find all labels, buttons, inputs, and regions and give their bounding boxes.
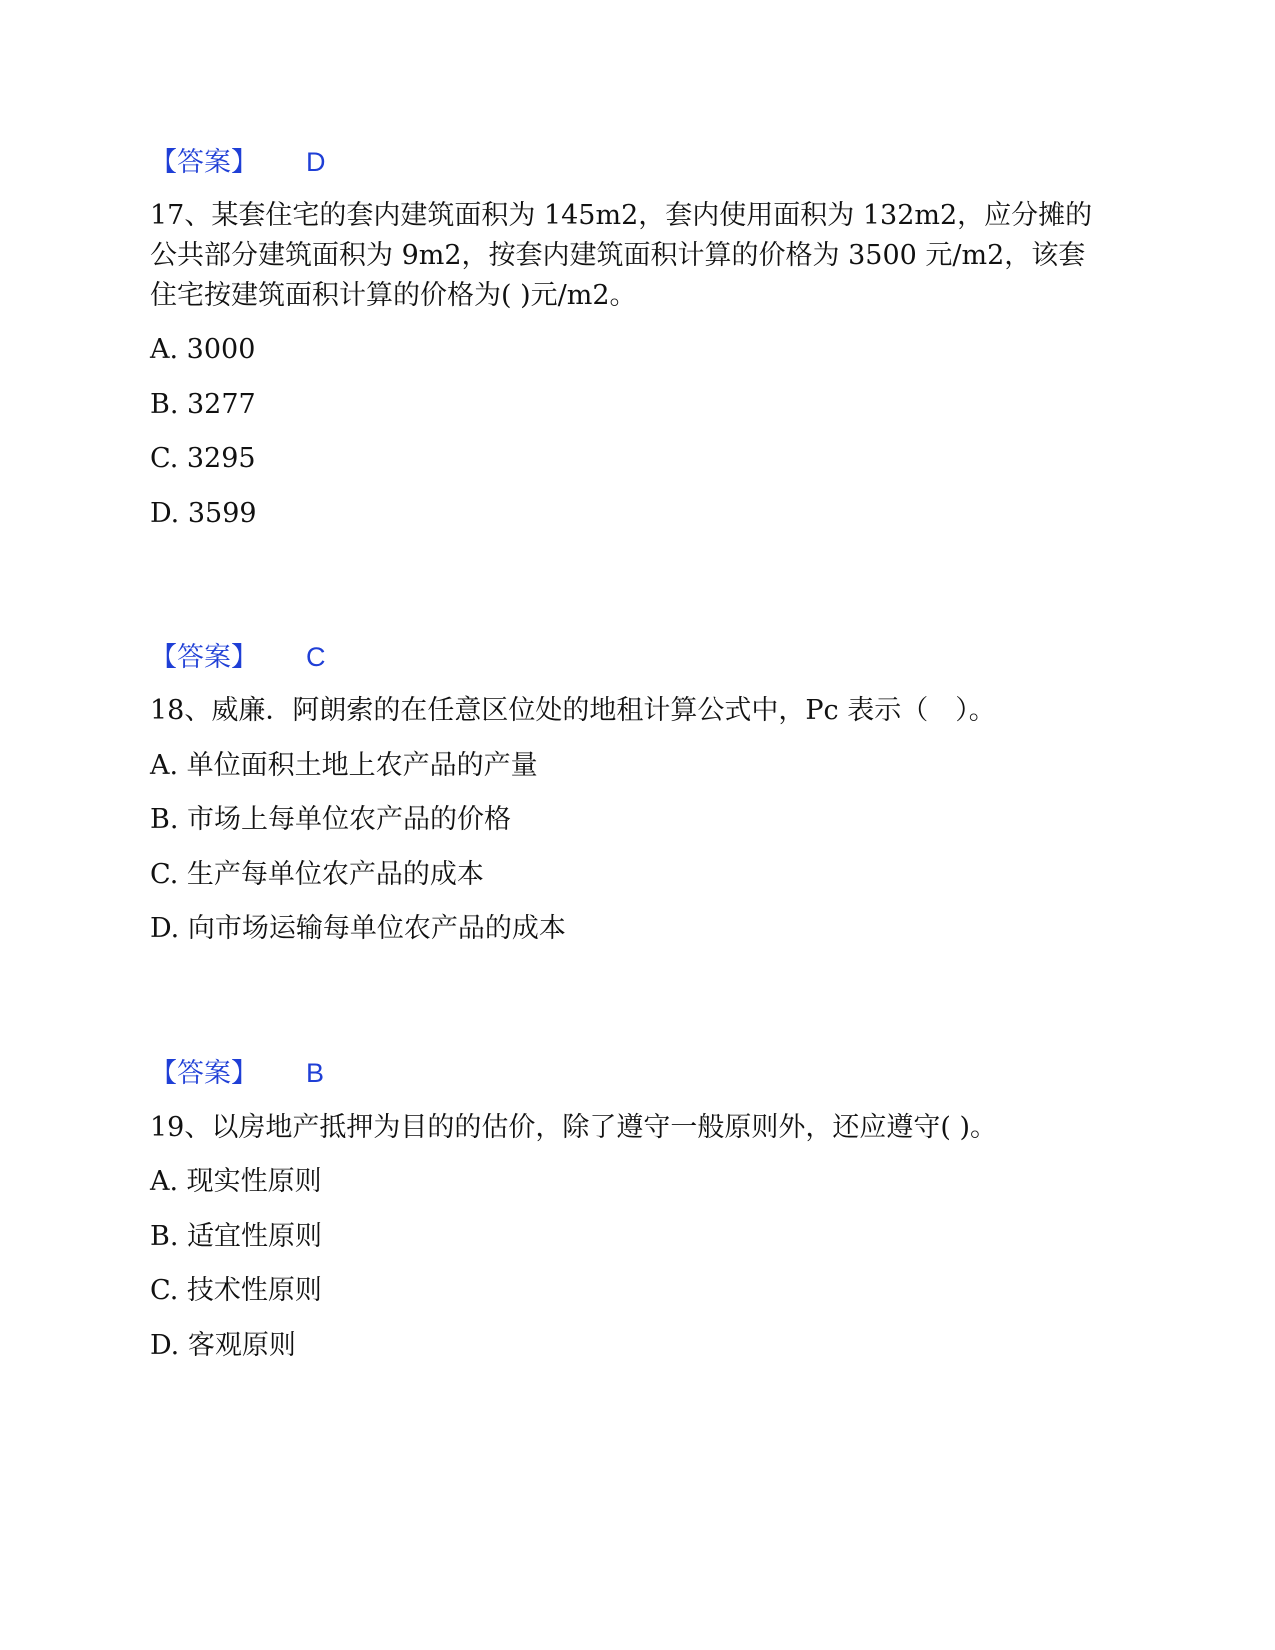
option-d: D. 向市场运输每单位农产品的成本 — [150, 913, 566, 944]
option-b: B. 3277 — [150, 389, 256, 420]
question-text: 住宅按建筑面积计算的价格为( )元/m2。 — [150, 280, 637, 311]
answer-line — [150, 1053, 324, 1094]
answer-letter: D — [306, 147, 326, 177]
answer-letter: C — [306, 642, 326, 672]
option-d: D. 3599 — [150, 498, 257, 529]
question-text: 18、威廉．阿朗索的在任意区位处的地租计算公式中，Pc 表示（ ）。 — [150, 695, 996, 726]
answer-line — [150, 637, 326, 678]
answer-tag: 【答案】 — [150, 147, 258, 178]
option-a: A. 现实性原则 — [150, 1166, 322, 1197]
answer-line — [150, 142, 326, 183]
question-text: 公共部分建筑面积为 9m2，按套内建筑面积计算的价格为 3500 元/m2，该套 — [150, 240, 1086, 271]
option-c: C. 3295 — [150, 443, 256, 474]
option-b: B. 适宜性原则 — [150, 1221, 323, 1252]
option-b: B. 市场上每单位农产品的价格 — [150, 804, 512, 835]
answer-letter: B — [306, 1058, 325, 1088]
option-a: A. 3000 — [150, 334, 256, 365]
answer-tag: 【答案】 — [150, 642, 258, 673]
option-d: D. 客观原则 — [150, 1330, 296, 1361]
question-text: 17、某套住宅的套内建筑面积为 145m2，套内使用面积为 132m2，应分摊的 — [150, 200, 1093, 231]
option-c: C. 技术性原则 — [150, 1275, 322, 1306]
answer-tag: 【答案】 — [150, 1058, 258, 1089]
option-a: A. 单位面积土地上农产品的产量 — [150, 750, 538, 781]
option-c: C. 生产每单位农产品的成本 — [150, 859, 484, 890]
question-text: 19、以房地产抵押为目的的估价，除了遵守一般原则外，还应遵守( )。 — [150, 1112, 998, 1143]
